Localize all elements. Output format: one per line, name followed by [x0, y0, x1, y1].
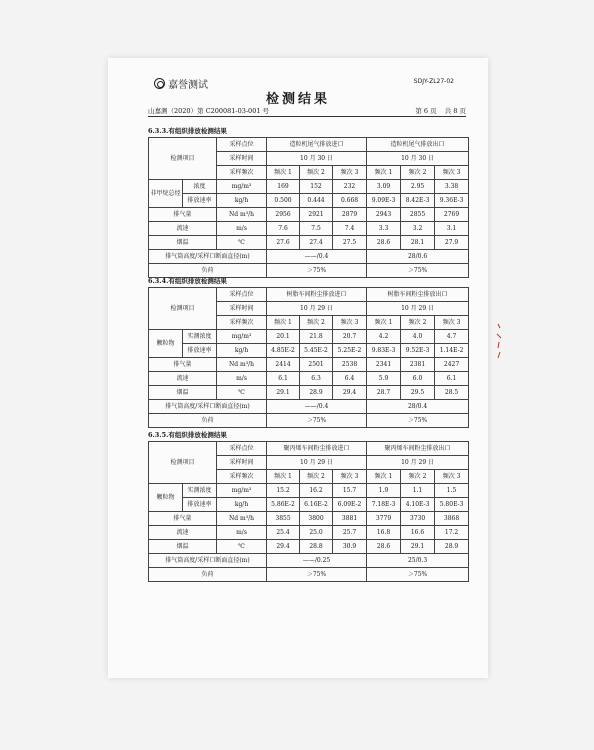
freq-label: 采样频次 [217, 316, 267, 330]
value-cell: 7.6 [267, 222, 300, 236]
inlet-date: 10 月 30 日 [267, 152, 367, 166]
value-cell: 3855 [267, 512, 300, 526]
value-cell: 7.4 [333, 222, 367, 236]
outlet-load: ＞75% [367, 414, 469, 428]
value-cell: 2381 [401, 358, 435, 372]
outlet-date: 10 月 29 日 [367, 456, 469, 470]
value-cell: 28.7 [367, 386, 401, 400]
point-label: 采样点位 [217, 442, 267, 456]
param-unit: kg/h [217, 344, 267, 358]
freq-header: 频次 3 [435, 316, 469, 330]
value-cell: 29.4 [267, 540, 300, 554]
inlet-point: 聚丙烯车间粉尘排放进口 [267, 442, 367, 456]
value-cell: 16.6 [401, 526, 435, 540]
value-cell: 4.2 [367, 330, 401, 344]
value-cell: 6.1 [435, 372, 469, 386]
value-cell: 28.9 [300, 386, 333, 400]
value-cell: 6.1 [267, 372, 300, 386]
time-label: 采样时间 [217, 456, 267, 470]
value-cell: 2879 [333, 208, 367, 222]
value-cell: 28.5 [435, 386, 469, 400]
value-cell: 6.0 [401, 372, 435, 386]
freq-header: 频次 3 [333, 316, 367, 330]
freq-header: 频次 3 [333, 166, 367, 180]
inlet-load: ＞75% [267, 414, 367, 428]
page-number: 第 6 页 [415, 107, 437, 115]
stack-height-label: 排气筒高度/采样口断面直径(m) [149, 250, 267, 264]
param-unit: Nd m³/h [217, 512, 267, 526]
outlet-load: ＞75% [367, 568, 469, 582]
value-cell: 6.09E-2 [333, 498, 367, 512]
freq-header: 频次 3 [435, 470, 469, 484]
value-cell: 29.1 [267, 386, 300, 400]
freq-header: 频次 2 [401, 166, 435, 180]
param-name: 排放速率 [183, 498, 217, 512]
value-cell: 2501 [300, 358, 333, 372]
load-label: 负荷 [149, 264, 267, 278]
value-cell: 5.25E-2 [333, 344, 367, 358]
results-table [148, 137, 469, 278]
value-cell: 0.500 [267, 194, 300, 208]
section-heading: 6.3.5.有组织排放检测结果 [148, 431, 227, 439]
param-unit: ℃ [217, 386, 267, 400]
value-cell: 25.4 [267, 526, 300, 540]
value-cell: 1.9 [367, 484, 401, 498]
value-cell: 4.85E-2 [267, 344, 300, 358]
inlet-stack-height: ——/0.4 [267, 250, 367, 264]
item-header: 检测项目 [149, 138, 217, 180]
value-cell: 29.5 [401, 386, 435, 400]
value-cell: 2538 [333, 358, 367, 372]
freq-header: 频次 2 [401, 470, 435, 484]
value-cell: 16.8 [367, 526, 401, 540]
time-label: 采样时间 [217, 152, 267, 166]
document-page [108, 58, 488, 678]
value-cell: 3.09 [367, 180, 401, 194]
value-cell: 4.7 [435, 330, 469, 344]
value-cell: 28.8 [300, 540, 333, 554]
inlet-date: 10 月 29 日 [267, 302, 367, 316]
param-unit: Nd m³/h [217, 358, 267, 372]
value-cell: 2769 [435, 208, 469, 222]
param-unit: mg/m³ [217, 484, 267, 498]
value-cell: 6.3 [300, 372, 333, 386]
value-cell: 7.5 [300, 222, 333, 236]
param-name: 烟温 [149, 386, 217, 400]
value-cell: 2921 [300, 208, 333, 222]
value-cell: 3779 [367, 512, 401, 526]
freq-header: 频次 1 [367, 316, 401, 330]
value-cell: 28.6 [367, 540, 401, 554]
value-cell: 4.10E-3 [401, 498, 435, 512]
value-cell: 6.16E-2 [300, 498, 333, 512]
value-cell: 3868 [435, 512, 469, 526]
value-cell: 3881 [333, 512, 367, 526]
value-cell: 27.5 [333, 236, 367, 250]
value-cell: 29.4 [333, 386, 367, 400]
red-ink-mark [492, 322, 506, 362]
page-total: 共 8 页 [444, 107, 466, 115]
param-unit: m/s [217, 222, 267, 236]
param-unit: kg/h [217, 498, 267, 512]
value-cell: 15.2 [267, 484, 300, 498]
pollutant-group: 非甲烷总烃 [149, 180, 183, 208]
freq-label: 采样频次 [217, 166, 267, 180]
param-name: 流速 [149, 222, 217, 236]
page-title: 检测结果 [265, 92, 330, 107]
value-cell: 5.80E-3 [435, 498, 469, 512]
freq-header: 频次 3 [333, 470, 367, 484]
value-cell: 15.7 [333, 484, 367, 498]
value-cell: 2956 [267, 208, 300, 222]
document-code: SDJY-ZL27-02 [413, 78, 454, 85]
freq-label: 采样频次 [217, 470, 267, 484]
value-cell: 8.42E-3 [401, 194, 435, 208]
report-number: 山嘉测（2020）第 C200081-03-001 号 [148, 107, 270, 115]
inlet-load: ＞75% [267, 264, 367, 278]
param-unit: ℃ [217, 540, 267, 554]
inlet-point: 造粒机尾气排放进口 [267, 138, 367, 152]
item-header: 检测项目 [149, 442, 217, 484]
param-name: 烟温 [149, 236, 217, 250]
value-cell: 9.09E-3 [367, 194, 401, 208]
freq-header: 频次 1 [267, 166, 300, 180]
section-heading: 6.3.4.有组织排放检测结果 [148, 277, 227, 285]
value-cell: 25.0 [300, 526, 333, 540]
freq-header: 频次 1 [367, 470, 401, 484]
value-cell: 9.52E-3 [401, 344, 435, 358]
param-name: 排气量 [149, 512, 217, 526]
value-cell: 3800 [300, 512, 333, 526]
value-cell: 3.1 [435, 222, 469, 236]
value-cell: 27.6 [267, 236, 300, 250]
param-name: 流速 [149, 372, 217, 386]
value-cell: 25.7 [333, 526, 367, 540]
param-unit: mg/m³ [217, 330, 267, 344]
outlet-date: 10 月 29 日 [367, 302, 469, 316]
value-cell: 9.83E-3 [367, 344, 401, 358]
inlet-date: 10 月 29 日 [267, 456, 367, 470]
value-cell: 4.0 [401, 330, 435, 344]
outlet-stack-height: 25/0.3 [367, 554, 469, 568]
time-label: 采样时间 [217, 302, 267, 316]
value-cell: 27.4 [300, 236, 333, 250]
value-cell: 6.4 [333, 372, 367, 386]
value-cell: 169 [267, 180, 300, 194]
results-table [148, 441, 469, 582]
value-cell: 2427 [435, 358, 469, 372]
inlet-load: ＞75% [267, 568, 367, 582]
freq-header: 频次 1 [367, 166, 401, 180]
value-cell: 3.38 [435, 180, 469, 194]
value-cell: 5.86E-2 [267, 498, 300, 512]
point-label: 采样点位 [217, 288, 267, 302]
value-cell: 2855 [401, 208, 435, 222]
outlet-stack-height: 28/0.6 [367, 250, 469, 264]
stack-height-label: 排气筒高度/采样口断面直径(m) [149, 400, 267, 414]
pollutant-group: 颗粒物 [149, 330, 183, 358]
freq-header: 频次 1 [267, 470, 300, 484]
company-name: 嘉誉测试 [168, 80, 208, 91]
value-cell: 2943 [367, 208, 401, 222]
value-cell: 28.1 [401, 236, 435, 250]
param-unit: m/s [217, 372, 267, 386]
value-cell: 3730 [401, 512, 435, 526]
value-cell: 29.1 [401, 540, 435, 554]
value-cell: 5.45E-2 [300, 344, 333, 358]
outlet-date: 10 月 30 日 [367, 152, 469, 166]
load-label: 负荷 [149, 568, 267, 582]
param-name: 排放速率 [183, 194, 217, 208]
item-header: 检测项目 [149, 288, 217, 330]
value-cell: 7.18E-3 [367, 498, 401, 512]
param-name: 排放速率 [183, 344, 217, 358]
outlet-load: ＞75% [367, 264, 469, 278]
freq-header: 频次 2 [401, 316, 435, 330]
section-heading: 6.3.3.有组织排放检测结果 [148, 127, 227, 135]
value-cell: 20.7 [333, 330, 367, 344]
param-unit: kg/h [217, 194, 267, 208]
value-cell: 2341 [367, 358, 401, 372]
param-name: 浓度 [183, 180, 217, 194]
freq-header: 频次 1 [267, 316, 300, 330]
value-cell: 9.36E-3 [435, 194, 469, 208]
inlet-stack-height: ——/0.4 [267, 400, 367, 414]
param-name: 烟温 [149, 540, 217, 554]
freq-header: 频次 2 [300, 166, 333, 180]
value-cell: 30.9 [333, 540, 367, 554]
outlet-point: 聚丙烯车间粉尘排放出口 [367, 442, 469, 456]
freq-header: 频次 2 [300, 316, 333, 330]
value-cell: 232 [333, 180, 367, 194]
value-cell: 20.1 [267, 330, 300, 344]
param-name: 实测浓度 [183, 484, 217, 498]
stack-height-label: 排气筒高度/采样口断面直径(m) [149, 554, 267, 568]
param-name: 流速 [149, 526, 217, 540]
value-cell: 0.668 [333, 194, 367, 208]
param-unit: mg/m³ [217, 180, 267, 194]
freq-header: 频次 3 [435, 166, 469, 180]
value-cell: 3.2 [401, 222, 435, 236]
value-cell: 1.5 [435, 484, 469, 498]
freq-header: 频次 2 [300, 470, 333, 484]
value-cell: 152 [300, 180, 333, 194]
param-unit: Nd m³/h [217, 208, 267, 222]
value-cell: 17.2 [435, 526, 469, 540]
outlet-point: 造粒机尾气排放出口 [367, 138, 469, 152]
load-label: 负荷 [149, 414, 267, 428]
value-cell: 1.14E-2 [435, 344, 469, 358]
param-name: 实测浓度 [183, 330, 217, 344]
value-cell: 1.1 [401, 484, 435, 498]
value-cell: 27.9 [435, 236, 469, 250]
inlet-point: 树脂车间粉尘排放进口 [267, 288, 367, 302]
param-unit: m/s [217, 526, 267, 540]
outlet-point: 树脂车间粉尘排放出口 [367, 288, 469, 302]
value-cell: 3.3 [367, 222, 401, 236]
results-table [148, 287, 469, 428]
param-unit: ℃ [217, 236, 267, 250]
value-cell: 28.6 [367, 236, 401, 250]
value-cell: 5.9 [367, 372, 401, 386]
value-cell: 0.444 [300, 194, 333, 208]
param-name: 排气量 [149, 358, 217, 372]
inlet-stack-height: ——/0.25 [267, 554, 367, 568]
value-cell: 28.9 [435, 540, 469, 554]
value-cell: 2414 [267, 358, 300, 372]
value-cell: 2.95 [401, 180, 435, 194]
report-number-line [148, 106, 466, 117]
value-cell: 16.2 [300, 484, 333, 498]
param-name: 排气量 [149, 208, 217, 222]
point-label: 采样点位 [217, 138, 267, 152]
outlet-stack-height: 28/0.4 [367, 400, 469, 414]
pollutant-group: 颗粒物 [149, 484, 183, 512]
value-cell: 21.8 [300, 330, 333, 344]
page-indicator [409, 106, 466, 115]
